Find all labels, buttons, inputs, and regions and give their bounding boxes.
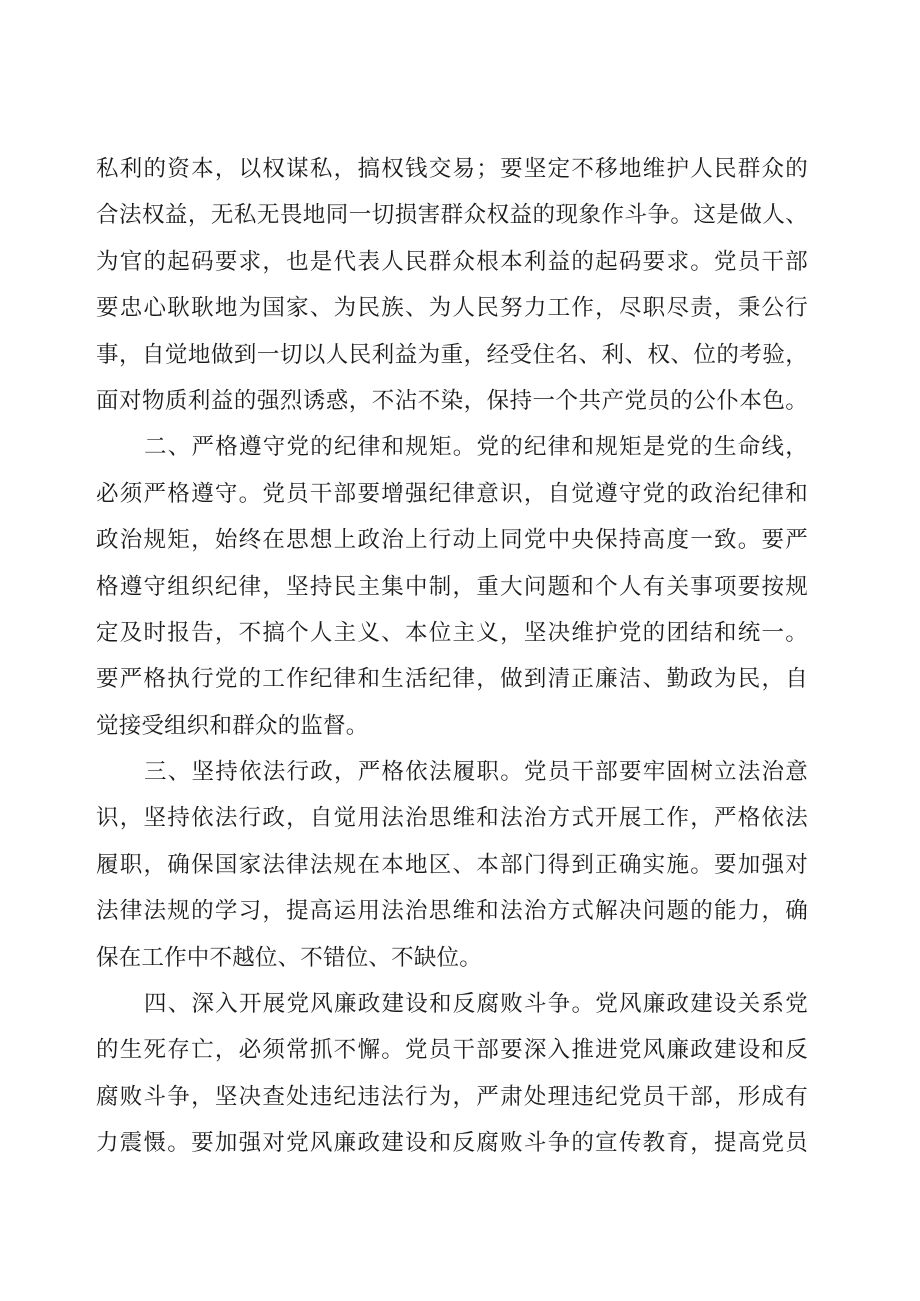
text-line: 识，坚持依法行政，自觉用法治思维和法治方式开展工作，严格依法: [96, 805, 808, 832]
text-line: 私利的资本，以权谋私，搞权钱交易；要坚定不移地维护人民群众的: [96, 156, 808, 182]
text-line: 合法权益，无私无畏地同一切损害群众权益的现象作斗争。这是做人、: [96, 202, 808, 229]
text-line: 保在工作中不越位、不错位、不缺位。: [96, 944, 482, 971]
text-line: 四、深入开展党风廉政建设和反腐败斗争。党风廉政建设关系党: [144, 991, 808, 1018]
text-line: 事，自觉地做到一切以人民利益为重，经受住名、利、权、位的考验，: [96, 341, 808, 368]
text-line: 要忠心耿耿地为国家、为民族、为人民努力工作，尽职尽责，秉公行: [96, 295, 808, 322]
paragraph-3: [96, 749, 808, 981]
text-line: 力震慑。要加强对党风廉政建设和反腐败斗争的宣传教育，提高党员: [96, 1130, 808, 1157]
text-line: 觉接受组织和群众的监督。: [96, 712, 369, 739]
text-line: 政治规矩，始终在思想上政治上行动上同党中央保持高度一致。要严: [96, 527, 808, 554]
text-line: 面对物质利益的强烈诱惑，不沾不染，保持一个共产党员的公仆本色。: [96, 387, 808, 414]
paragraph-1: [96, 146, 808, 424]
text-line: 履职，确保国家法律法规在本地区、本部门得到正确实施。要加强对: [96, 851, 808, 878]
text-line: 腐败斗争，坚决查处违纪违法行为，严肃处理违纪党员干部，形成有: [96, 1083, 808, 1110]
text-line: 格遵守组织纪律，坚持民主集中制，重大问题和个人有关事项要按规: [96, 573, 808, 600]
document-body: [96, 146, 808, 1167]
paragraph-2: [96, 424, 808, 749]
text-line: 为官的起码要求，也是代表人民群众根本利益的起码要求。党员干部: [96, 248, 808, 275]
paragraph-4: [96, 981, 808, 1167]
text-line: 必须严格遵守。党员干部要增强纪律意识，自觉遵守党的政治纪律和: [96, 480, 808, 507]
text-line: 定及时报告，不搞个人主义、本位主义，坚决维护党的团结和统一。: [96, 619, 808, 646]
text-line: 法律法规的学习，提高运用法治思维和法治方式解决问题的能力，确: [96, 898, 808, 925]
text-line: 二、严格遵守党的纪律和规矩。党的纪律和规矩是党的生命线，: [144, 434, 808, 461]
text-line: 三、坚持依法行政，严格依法履职。党员干部要牢固树立法治意: [144, 759, 808, 786]
text-line: 的生死存亡，必须常抓不懈。党员干部要深入推进党风廉政建设和反: [96, 1037, 808, 1064]
text-line: 要严格执行党的工作纪律和生活纪律，做到清正廉洁、勤政为民，自: [96, 666, 808, 693]
